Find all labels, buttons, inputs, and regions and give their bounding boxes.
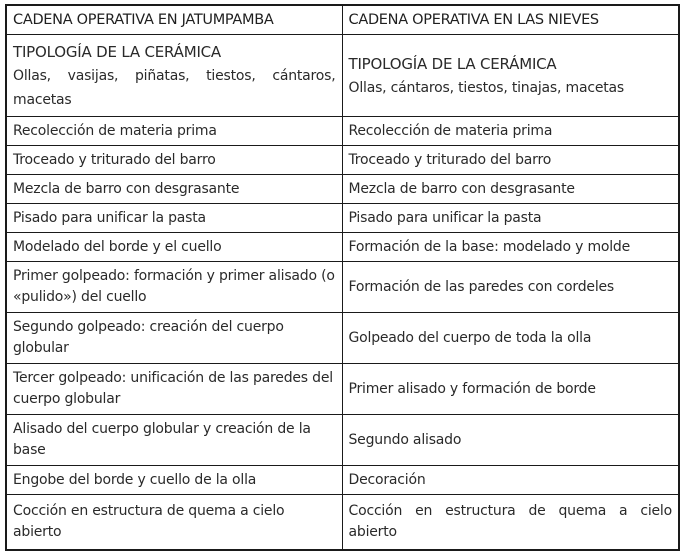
typology-cell-jatumpamba	[6, 35, 342, 117]
table-row	[6, 466, 679, 495]
cell-jatumpamba: Mezcla de barro con desgrasante	[6, 175, 342, 204]
cell-jatumpamba: Segundo golpeado: creación del cuerpo globular	[6, 313, 342, 364]
table-row	[6, 313, 679, 364]
cell-las-nieves: Primer alisado y formación de borde	[342, 364, 679, 415]
cell-las-nieves: Formación de las paredes con cordeles	[342, 262, 679, 313]
header-las-nieves: CADENA OPERATIVA EN LAS NIEVES	[342, 5, 679, 35]
table-row	[6, 495, 679, 551]
cell-jatumpamba: Cocción en estructura de quema a cielo abierto	[6, 495, 342, 551]
cell-las-nieves: Recolección de materia prima	[342, 117, 679, 146]
cell-las-nieves: Segundo alisado	[342, 415, 679, 466]
table-row	[6, 415, 679, 466]
cell-las-nieves: Pisado para unificar la pasta	[342, 204, 679, 233]
cell-las-nieves: Golpeado del cuerpo de toda la olla	[342, 313, 679, 364]
table-row	[6, 364, 679, 415]
typology-cell-las-nieves	[342, 35, 679, 117]
table-row	[6, 146, 679, 175]
table-row	[6, 233, 679, 262]
header-jatumpamba: CADENA OPERATIVA EN JATUMPAMBA	[6, 5, 342, 35]
header-row	[6, 5, 679, 35]
typology-value: Ollas, cántaros, tiestos, tinajas, macetas	[348, 79, 625, 96]
table-row	[6, 175, 679, 204]
cell-jatumpamba: Alisado del cuerpo globular y creación de la base	[6, 415, 342, 466]
cell-jatumpamba: Tercer golpeado: unificación de las paredes del cuerpo globular	[6, 364, 342, 415]
typology-row	[6, 35, 679, 117]
cell-jatumpamba: Troceado y triturado del barro	[6, 146, 342, 175]
cell-las-nieves: Mezcla de barro con desgrasante	[342, 175, 679, 204]
operative-chain-table	[5, 4, 680, 551]
table-row	[6, 262, 679, 313]
cell-las-nieves: Decoración	[342, 466, 679, 495]
typology-value: Ollas, vasijas, piñatas, tiestos, cántaros, macetas	[13, 67, 336, 108]
typology-label: TIPOLOGÍA DE LA CERÁMICA	[13, 42, 221, 61]
cell-jatumpamba: Primer golpeado: formación y primer alisado (o «pulido») del cuello	[6, 262, 342, 313]
cell-jatumpamba: Recolección de materia prima	[6, 117, 342, 146]
cell-jatumpamba: Modelado del borde y el cuello	[6, 233, 342, 262]
table-row	[6, 204, 679, 233]
cell-las-nieves: Formación de la base: modelado y molde	[342, 233, 679, 262]
typology-label: TIPOLOGÍA DE LA CERÁMICA	[348, 54, 557, 73]
cell-jatumpamba: Engobe del borde y cuello de la olla	[6, 466, 342, 495]
cell-las-nieves: Troceado y triturado del barro	[342, 146, 679, 175]
table-row	[6, 117, 679, 146]
cell-las-nieves: Cocción en estructura de quema a cielo abierto	[342, 495, 679, 551]
cell-jatumpamba: Pisado para unificar la pasta	[6, 204, 342, 233]
